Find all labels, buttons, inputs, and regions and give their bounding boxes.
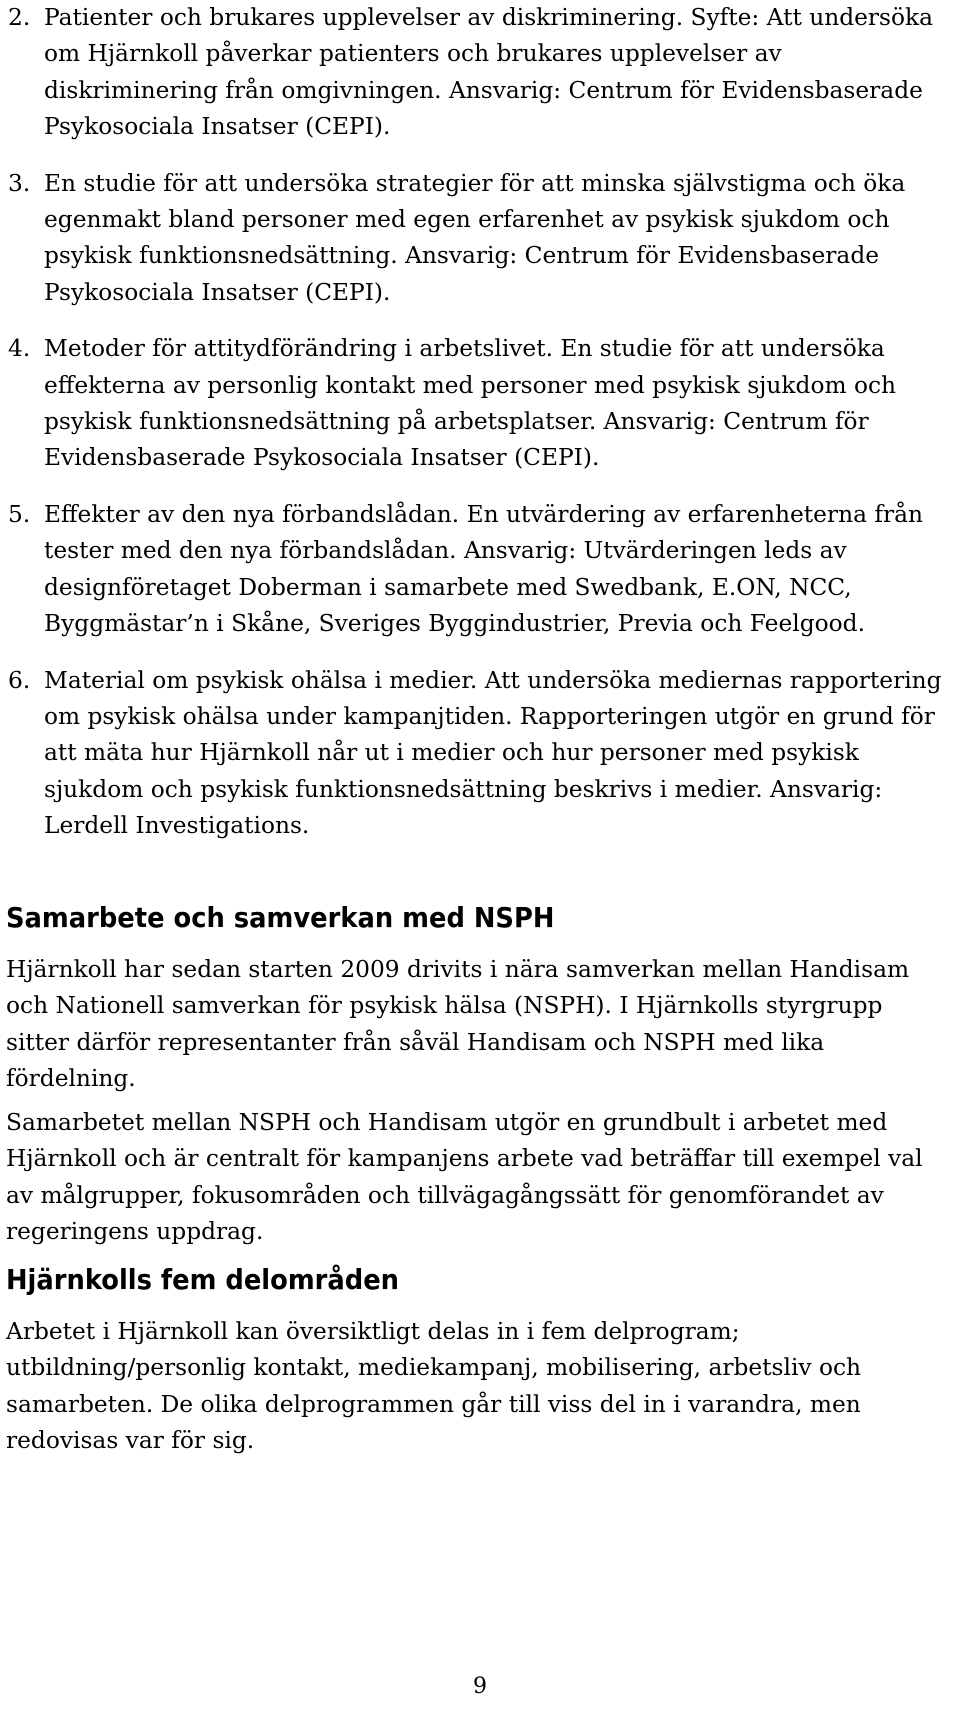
list-item-number: 5. <box>8 500 31 528</box>
list-item-number: 4. <box>8 335 31 363</box>
list-item-text: Metoder för attitydförändring i arbetslivet. En studie för att undersöka effekterna av personlig kontakt med personer med psykisk sjukdom och psykisk funktionsnedsättning på arbetsplatser. Ansvarig: Centrum för Evidensbaserade Psykosociala Insatser (CEPI). <box>44 335 897 472</box>
paragraph-samarbete-1: Hjärnkoll har sedan starten 2009 drivits i nära samverkan mellan Handisam och Nationell samverkan för psykisk hälsa (NSPH). I Hjärnkolls styrgrupp sitter därför representanter från såväl Handisam och NSPH med lika fördelning. <box>6 956 910 1093</box>
section-heading-samarbete: Samarbete och samverkan med NSPH <box>6 901 555 934</box>
list-item-number: 6. <box>8 666 31 694</box>
list-item-number: 2. <box>8 4 31 31</box>
study-list <box>8 0 948 865</box>
list-item-text: En studie för att undersöka strategier för att minska självstigma och öka egenmakt bland personer med egen erfarenhet av psykisk sjukdom och psykisk funktionsnedsättning. Ansvarig: Centrum för Evidensbaserade Psykosociala Insatser (CEPI). <box>44 169 906 306</box>
list-item-text: Effekter av den nya förbandslådan. En utvärdering av erfarenheterna från tester med den nya förbandslådan. Ansvarig: Utvärderingen leds av designföretaget Doberman i samarbete med Swedbank, E.ON, NCC, Byggmästar’n i Skåne, Sveriges Byggindustrier, Previa och Feelgood. <box>44 500 924 638</box>
list-item-text: Patienter och brukares upplevelser av diskriminering. Syfte: Att undersöka om Hjärnkoll påverkar patienters och brukares upplevelser av diskriminering från omgivningen. Ansvarig: Centrum för Evidensbaserade Psykosociala Insatser (CEPI). <box>44 4 934 141</box>
list-item <box>8 663 948 845</box>
list-item-number: 3. <box>8 169 31 197</box>
paragraph-delomraden-1: Arbetet i Hjärnkoll kan översiktligt delas in i fem delprogram; utbildning/personlig kontakt, mediekampanj, mobilisering, arbetsliv och samarbeten. De olika delprogrammen går till viss del in i varandra, men redovisas var för sig. <box>6 1318 862 1455</box>
section-heading-delomraden: Hjärnkolls fem delområden <box>6 1263 400 1296</box>
list-item-text: Material om psykisk ohälsa i medier. Att undersöka mediernas rapportering om psykisk ohälsa under kampanjtiden. Rapporteringen utgör en grund för att mäta hur Hjärnkoll når ut i medier och hur personer med psykisk sjukdom och psykisk funktionsnedsättning beskrivs i medier. Ansvarig: Lerdell Investigations. <box>44 666 942 840</box>
paragraph-samarbete-2: Samarbetet mellan NSPH och Handisam utgör en grundbult i arbetet med Hjärnkoll och är centralt för kampanjens arbete vad beträffar till exempel val av målgrupper, fokusområden och tillvägagångssätt för genomförandet av regeringens uppdrag. <box>6 1109 923 1246</box>
list-item <box>8 0 948 146</box>
list-item <box>8 166 948 312</box>
list-item <box>8 497 948 643</box>
page-number: 9 <box>473 1674 487 1699</box>
list-item <box>8 331 948 477</box>
